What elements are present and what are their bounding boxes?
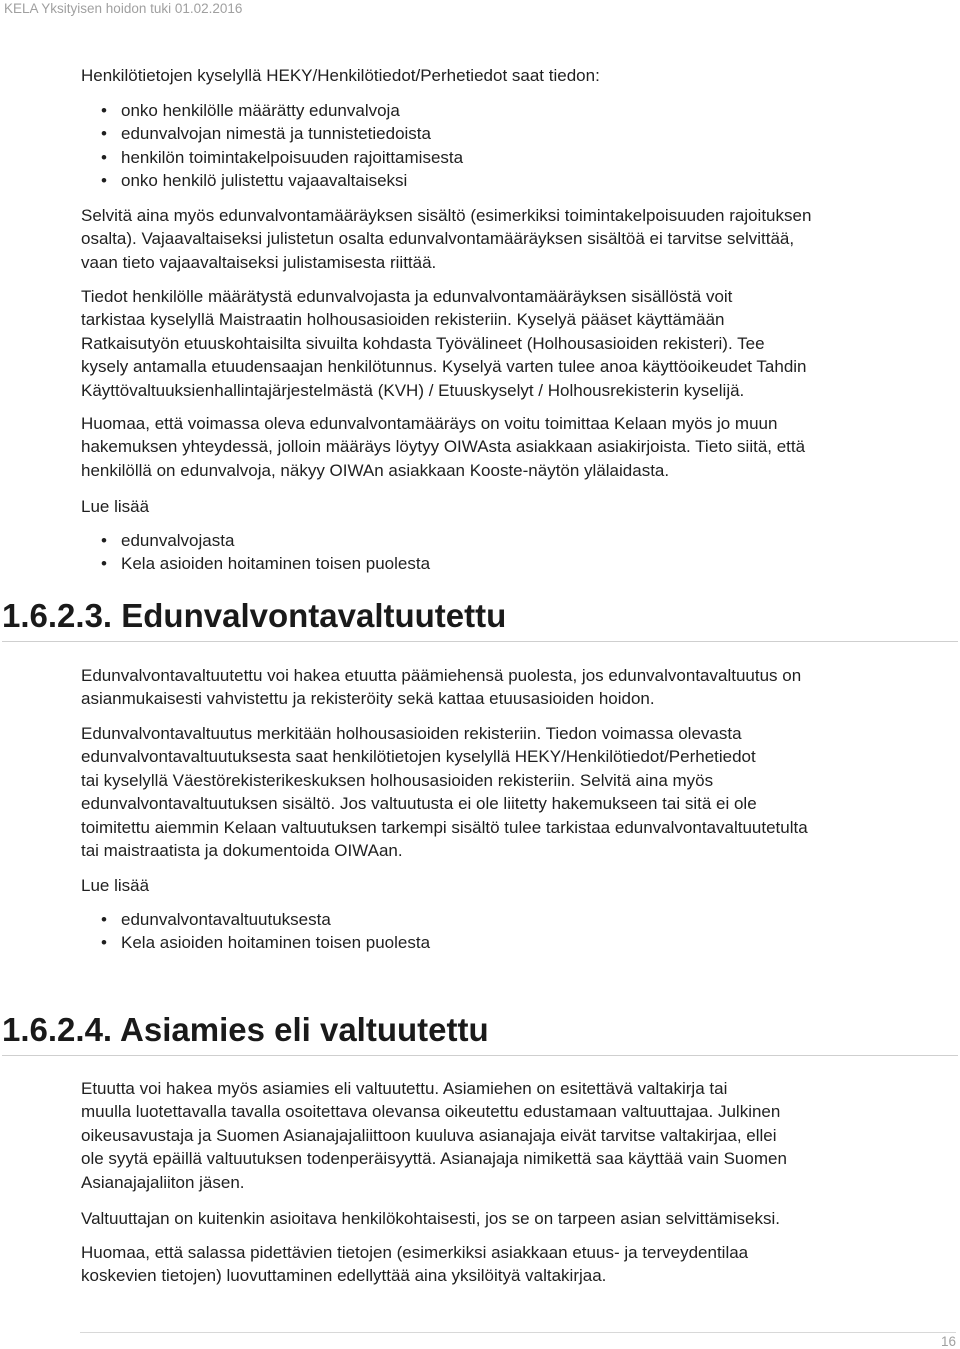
intro-links-list [81, 529, 945, 576]
paragraph-line: Edunvalvontavaltuutus merkitään holhousasioiden rekisteriin. Tiedon voimassa olevasta [81, 724, 742, 743]
paragraph-line: Valtuuttajan on kuitenkin asioitava henkilökohtaisesti, jos se on tarpeen asian selvittämiseksi. [81, 1209, 780, 1228]
intro-read-more [81, 495, 945, 518]
paragraph-line: kysely antamalla etuudensaajan henkilötunnus. Kyselyä varten tulee anoa käyttöoikeudet Tahdin [81, 357, 807, 377]
heading-divider [2, 641, 958, 642]
paragraph-line: Edunvalvontavaltuutettu voi hakea etuutta päämiehensä puolesta, jos edunvalvontavaltuutus on [81, 666, 802, 685]
document-header: KELA Yksityisen hoidon tuki 01.02.2016 [4, 1, 243, 16]
intro-lead [81, 64, 945, 87]
paragraph-line: Käyttövaltuuksienhallintajärjestelmästä (KVH) / Etuuskyselyt / Holhousrekisterin kyselijä. [81, 380, 745, 400]
section-1623-links-list [81, 908, 945, 955]
section-1623-read-more [81, 874, 945, 897]
section-1624-paragraph-2 [81, 1207, 945, 1230]
page-number: 16 [940, 1334, 956, 1349]
paragraph-line: henkilöllä on edunvalvoja, näkyy OIWAn asiakkaan Kooste-näytön ylälaidasta. [81, 460, 670, 480]
intro-paragraph-3 [81, 412, 945, 482]
paragraph-line: hakemuksen yhteydessä, jolloin määräys löytyy OIWAsta asiakkaan asiakirjoista. Tieto siitä, että [81, 437, 806, 457]
paragraph-line: ole syytä epäillä valtuutuksen todenperäisyyttä. Asianajaja nimikettä saa käyttää vain Suomen [81, 1149, 787, 1169]
intro-paragraph-2 [81, 285, 945, 402]
paragraph-line: asianmukaisesti vahvistettu ja rekisteröity sekä kattaa etuusasioiden hoidon. [81, 689, 655, 709]
paragraph-line: vaan tieto vajaavaltaiseksi julistamisesta riittää. [81, 252, 437, 272]
intro-lead-text: Henkilötietojen kyselyllä HEKY/Henkilötiedot/Perhetiedot saat tiedon: [81, 66, 600, 85]
paragraph-line: tarkistaa kyselyllä Maistraatin holhousasioiden rekisteriin. Kyselyä pääset käyttämään [81, 310, 725, 330]
section-heading-1623 [2, 597, 958, 642]
read-more-label: Lue lisää [81, 497, 150, 516]
heading-divider [2, 1055, 958, 1056]
paragraph-line: tai kyselyllä Väestörekisterikeskuksen holhousasioiden rekisteriin. Selvitä aina myös [81, 770, 714, 790]
section-title: 1.6.2.4. Asiamies eli valtuutettu [2, 1011, 489, 1048]
paragraph-line: osalta). Vajaavaltaiseksi julistetun osalta edunvalvontamääräyksen sisältöä ei tarvitse selvittää, [81, 229, 795, 249]
intro-list [81, 99, 945, 193]
list-item: • onko henkilölle määrätty edunvalvoja [81, 99, 945, 122]
paragraph-line: edunvalvontavaltuutuksesta saat henkilötietojen kyselyllä HEKY/Henkilötiedot/Perhetiedot [81, 747, 756, 767]
paragraph-line: Etuutta voi hakea myös asiamies eli valtuutettu. Asiamiehen on esitettävä valtakirja tai [81, 1079, 728, 1098]
paragraph-line: edunvalvontavaltuutuksen sisältö. Jos valtuutusta ei ole liitetty hakemukseen tai sitä ei ole [81, 794, 757, 814]
paragraph-line: koskevien tietojen) luovuttaminen edellyttää aina yksilöityä valtakirjaa. [81, 1266, 607, 1286]
section-1624-paragraph-1 [81, 1077, 945, 1194]
section-1624-paragraph-3 [81, 1241, 945, 1288]
link-edunvalvojasta[interactable]: • edunvalvojasta [81, 529, 945, 552]
paragraph-line: Asianajajaliiton jäsen. [81, 1172, 245, 1192]
section-heading-1624 [2, 1011, 958, 1056]
link-kela-asioiden-hoitaminen[interactable]: • Kela asioiden hoitaminen toisen puolesta [81, 552, 945, 575]
paragraph-line: Tiedot henkilölle määrätystä edunvalvojasta ja edunvalvontamääräyksen sisällöstä voit [81, 287, 733, 306]
paragraph-line: Huomaa, että voimassa oleva edunvalvontamääräys on voitu toimittaa Kelaan myös jo muun [81, 414, 778, 433]
list-item: • henkilön toimintakelpoisuuden rajoittamisesta [81, 146, 945, 169]
paragraph-line: Huomaa, että salassa pidettävien tietojen (esimerkiksi asiakkaan etuus- ja terveydentilaa [81, 1243, 749, 1262]
link-kela-asioiden-hoitaminen[interactable]: • Kela asioiden hoitaminen toisen puolesta [81, 931, 945, 954]
list-item: • onko henkilö julistettu vajaavaltaiseksi [81, 169, 945, 192]
paragraph-line: Selvitä aina myös edunvalvontamääräyksen sisältö (esimerkiksi toimintakelpoisuuden rajoituksen [81, 206, 812, 225]
list-item: • edunvalvojan nimestä ja tunnistetiedoista [81, 122, 945, 145]
section-1623-paragraph-1 [81, 664, 945, 711]
section-title: 1.6.2.3. Edunvalvontavaltuutettu [2, 597, 507, 634]
paragraph-line: muulla luotettavalla tavalla osoitettava olevansa oikeutettu edustamaan valtuuttajaa. Julkinen [81, 1102, 781, 1122]
paragraph-line: oikeusavustaja ja Suomen Asianajajaliittoon kuuluva asianajaja eivät tarvitse valtakirjaa, ellei [81, 1125, 777, 1145]
paragraph-line: toimitettu aiemmin Kelaan valtuutuksen tarkempi sisältö tulee tarkistaa edunvalvontavaltuutetulta [81, 817, 808, 837]
section-1623-paragraph-2 [81, 722, 945, 862]
paragraph-line: tai maistraatista ja dokumentoida OIWAan. [81, 841, 403, 861]
footer-divider [80, 1332, 956, 1333]
paragraph-line: Ratkaisutyön etuuskohtaisilta sivuilta kohdasta Työvälineet (Holhousasioiden rekisteri). Tee [81, 333, 765, 353]
read-more-label: Lue lisää [81, 876, 150, 895]
intro-paragraph-1 [81, 204, 945, 274]
link-edunvalvontavaltuutuksesta[interactable]: • edunvalvontavaltuutuksesta [81, 908, 945, 931]
